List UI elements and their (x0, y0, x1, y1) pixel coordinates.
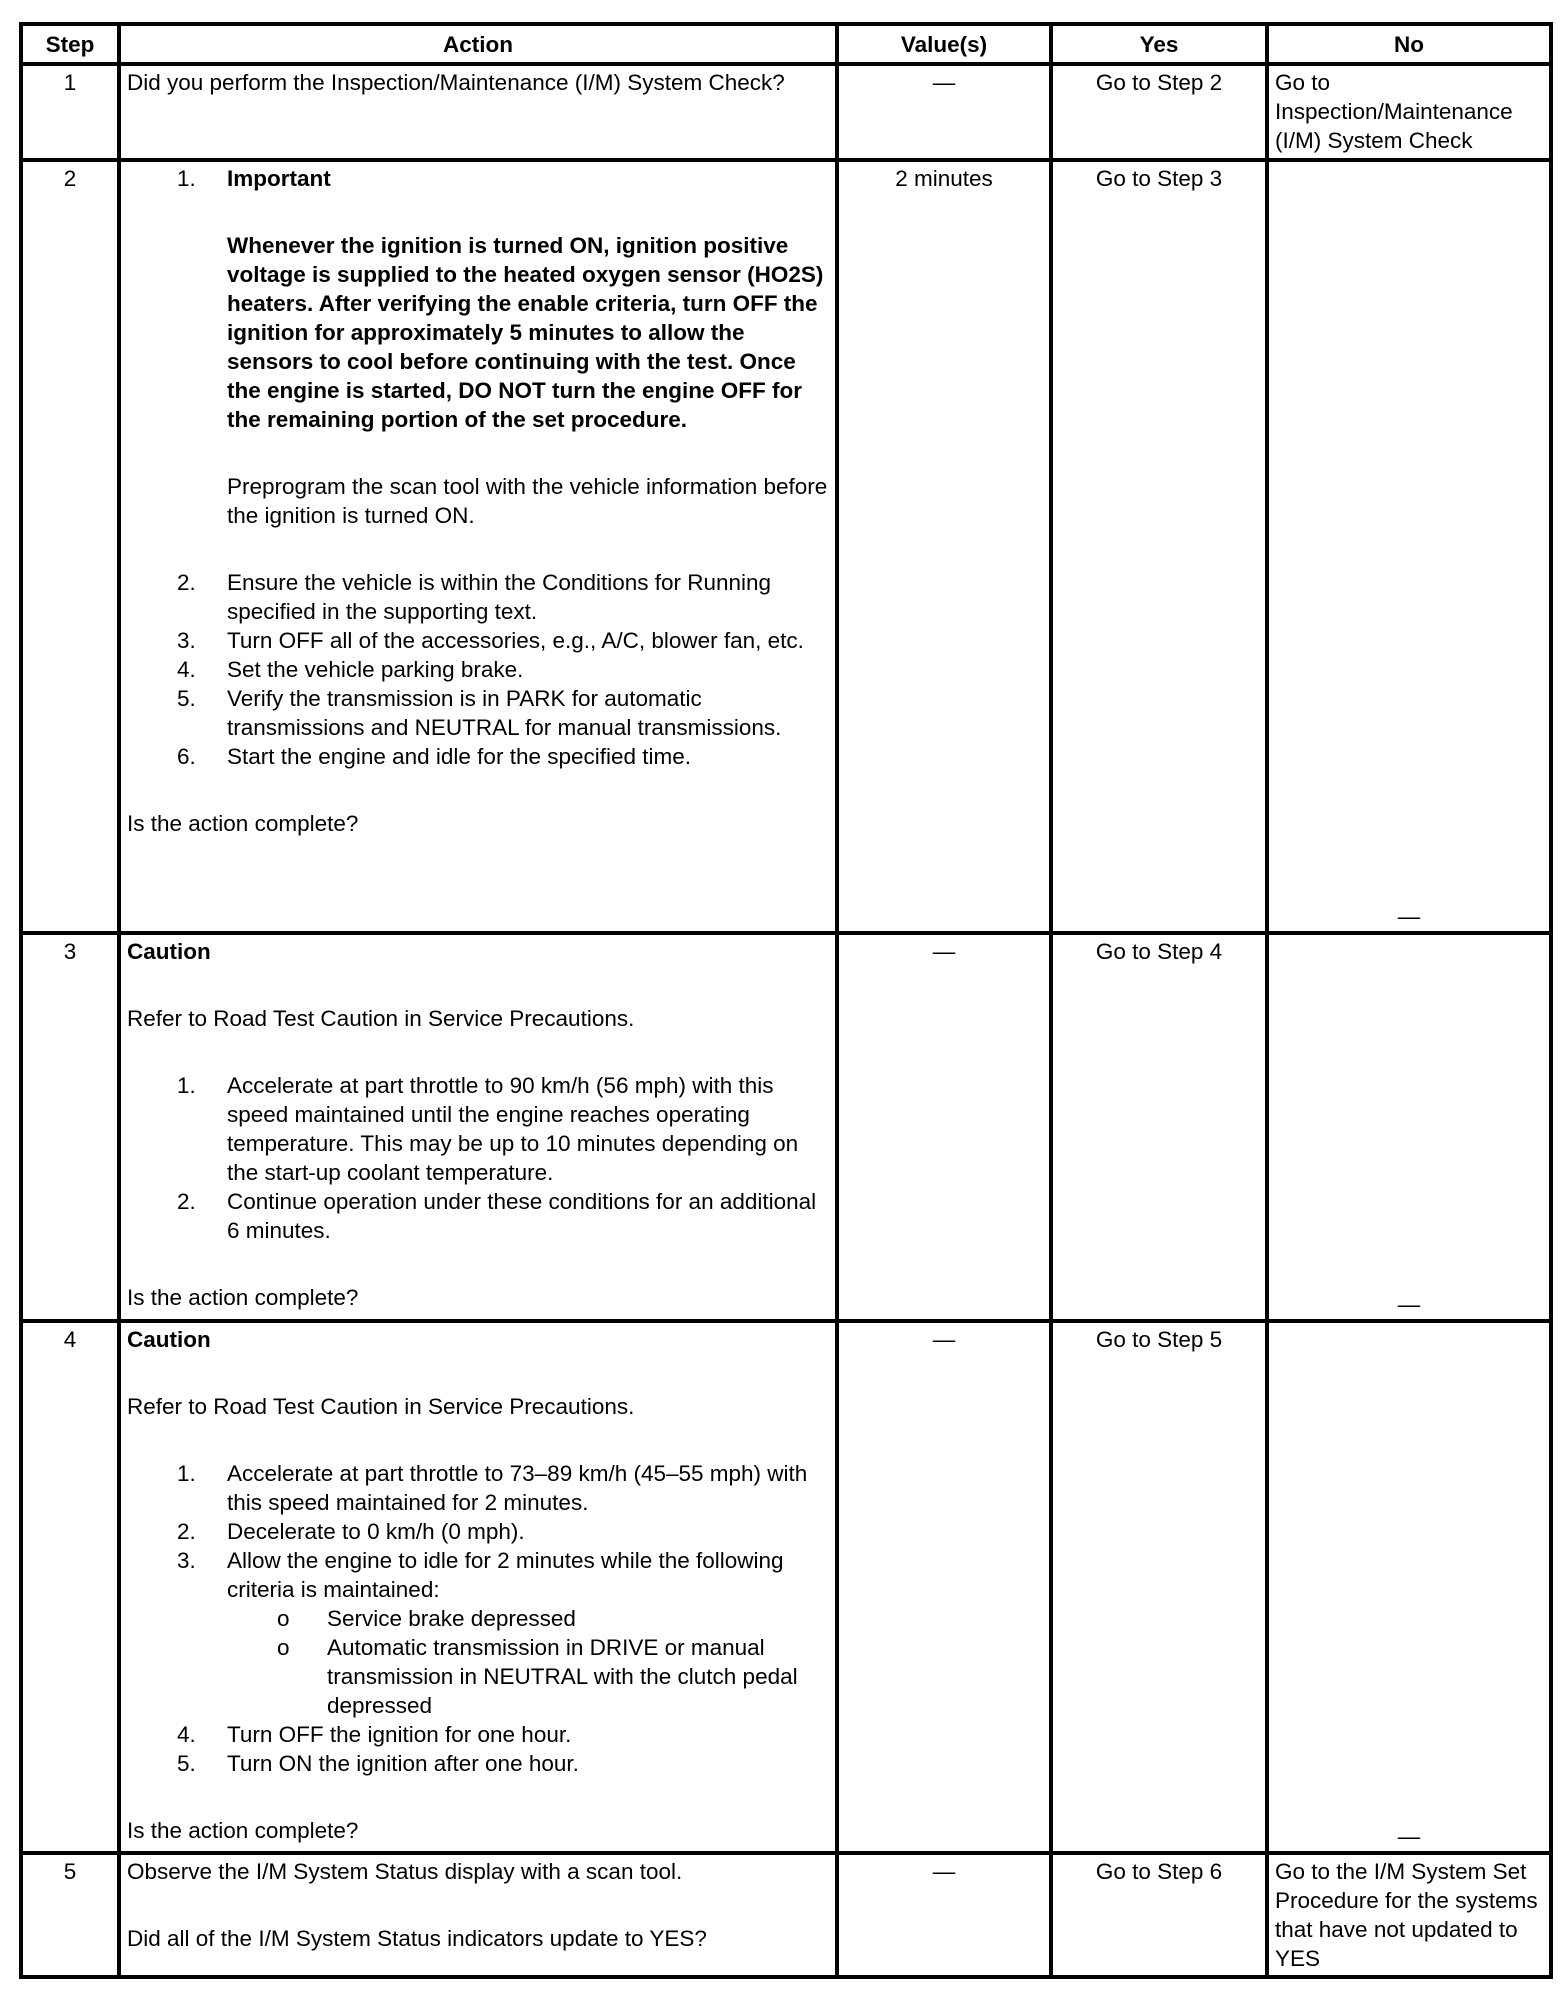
action-cell (119, 1853, 837, 1977)
item-number: 2. (177, 1189, 196, 1214)
value-cell: — (837, 933, 1051, 1321)
list-item (127, 1546, 829, 1604)
important-label: Important (227, 166, 331, 191)
item-text: Accelerate at part throttle to 73–89 km/h (45–55 mph) with this speed maintained for 2 minutes. (227, 1461, 808, 1515)
yes-cell: Go to Step 2 (1051, 64, 1267, 160)
table-header-row (21, 24, 1551, 64)
table-row (21, 64, 1551, 160)
action-steps-list (127, 1720, 829, 1778)
item-number: 5. (177, 686, 196, 711)
table-row (21, 933, 1551, 1321)
item-text: Allow the engine to idle for 2 minutes while the following criteria is maintained: (227, 1548, 784, 1602)
item-text: Accelerate at part throttle to 90 km/h (56 mph) with this speed maintained until the engine reaches operating temperature. This may be up to 10 minutes depending on the start-up coolant temperature. (227, 1073, 799, 1185)
table-row (21, 1853, 1551, 1977)
action-cell (119, 64, 837, 160)
action-steps-list (127, 164, 829, 193)
no-cell: — (1267, 160, 1551, 933)
header-action: Action (119, 24, 837, 64)
caution-reference: Refer to Road Test Caution in Service Precautions. (127, 1394, 635, 1419)
list-item (127, 1517, 829, 1546)
item-text: Verify the transmission is in PARK for automatic transmissions and NEUTRAL for manual transmissions. (227, 686, 782, 740)
criteria-sublist (127, 1604, 829, 1720)
action-cell (119, 933, 837, 1321)
item-number: 6. (177, 744, 196, 769)
item-number: 2. (177, 570, 196, 595)
item-number: 4. (177, 657, 196, 682)
sublist-text: Automatic transmission in DRIVE or manual transmission in NEUTRAL with the clutch pedal depressed (327, 1635, 798, 1718)
action-question: Did all of the I/M System Status indicators update to YES? (127, 1926, 707, 1951)
list-item (127, 1459, 829, 1517)
list-item (127, 626, 829, 655)
item-text: Decelerate to 0 km/h (0 mph). (227, 1519, 525, 1544)
value-cell: — (837, 1853, 1051, 1977)
item-text: Start the engine and idle for the specified time. (227, 744, 692, 769)
no-cell: — (1267, 1321, 1551, 1853)
table-row (21, 160, 1551, 933)
item-number: 3. (177, 1548, 196, 1573)
header-no: No (1267, 24, 1551, 64)
action-question: Is the action complete? (127, 1285, 359, 1310)
header-step: Step (21, 24, 119, 64)
action-question: Is the action complete? (127, 811, 359, 836)
action-question: Is the action complete? (127, 1818, 359, 1843)
step-number: 1 (21, 64, 119, 160)
list-item (127, 1720, 829, 1749)
item-number: 1. (177, 1073, 196, 1098)
step-number: 5 (21, 1853, 119, 1977)
action-steps-list (127, 1459, 829, 1604)
action-question: Did you perform the Inspection/Maintenance (I/M) System Check? (127, 70, 785, 95)
action-steps-list (127, 568, 829, 771)
list-item (127, 1187, 829, 1245)
action-cell (119, 160, 837, 933)
item-number: 4. (177, 1722, 196, 1747)
no-cell: — (1267, 933, 1551, 1321)
value-cell: 2 minutes (837, 160, 1051, 933)
item-text: Ensure the vehicle is within the Conditions for Running specified in the supporting text. (227, 570, 772, 624)
list-item (127, 655, 829, 684)
item-text: Turn ON the ignition after one hour. (227, 1751, 579, 1776)
list-item (127, 1749, 829, 1778)
important-note: Whenever the ignition is turned ON, ignition positive voltage is supplied to the heated oxygen sensor (HO2S) heaters. After verifying the enable criteria, turn OFF the ignition for approximately 5 minutes to allow the sensors to cool before continuing with the test. Once the engine is started, DO NOT turn the engine OFF for the remaining portion of the set procedure. (227, 233, 824, 432)
item-text: Set the vehicle parking brake. (227, 657, 524, 682)
caution-reference: Refer to Road Test Caution in Service Precautions. (127, 1006, 635, 1031)
list-item (127, 684, 829, 742)
yes-cell: Go to Step 5 (1051, 1321, 1267, 1853)
header-values: Value(s) (837, 24, 1051, 64)
diagnostic-procedure-table (19, 22, 1553, 1979)
item-number: 2. (177, 1519, 196, 1544)
value-cell: — (837, 1321, 1051, 1853)
no-cell: Go to the I/M System Set Procedure for the systems that have not updated to YES (1267, 1853, 1551, 1977)
value-cell: — (837, 64, 1051, 160)
yes-cell: Go to Step 3 (1051, 160, 1267, 933)
item-number: 5. (177, 1751, 196, 1776)
no-cell: Go to Inspection/Maintenance (I/M) System Check (1267, 64, 1551, 160)
bullet-marker: o (277, 1606, 290, 1631)
list-item (127, 568, 829, 626)
table-row (21, 1321, 1551, 1853)
observe-instruction: Observe the I/M System Status display with a scan tool. (127, 1859, 683, 1884)
sublist-text: Service brake depressed (327, 1606, 576, 1631)
list-item (127, 164, 829, 193)
item-number: 3. (177, 628, 196, 653)
caution-label: Caution (127, 939, 211, 964)
step-number: 3 (21, 933, 119, 1321)
procedure-document (19, 22, 1549, 1979)
bullet-marker: o (277, 1635, 290, 1660)
sublist-item (127, 1604, 829, 1633)
step-number: 2 (21, 160, 119, 933)
list-item (127, 742, 829, 771)
action-steps-list (127, 1071, 829, 1245)
yes-cell: Go to Step 4 (1051, 933, 1267, 1321)
list-item (127, 1071, 829, 1187)
sublist-item (127, 1633, 829, 1720)
item-text: Turn OFF the ignition for one hour. (227, 1722, 572, 1747)
caution-label: Caution (127, 1327, 211, 1352)
item-text: Continue operation under these conditions for an additional 6 minutes. (227, 1189, 817, 1243)
header-yes: Yes (1051, 24, 1267, 64)
item-text: Turn OFF all of the accessories, e.g., A/C, blower fan, etc. (227, 628, 804, 653)
action-cell (119, 1321, 837, 1853)
yes-cell: Go to Step 6 (1051, 1853, 1267, 1977)
step-number: 4 (21, 1321, 119, 1853)
preprogram-note: Preprogram the scan tool with the vehicle information before the ignition is turned ON. (227, 474, 828, 528)
item-number: 1. (177, 166, 196, 191)
item-number: 1. (177, 1461, 196, 1486)
